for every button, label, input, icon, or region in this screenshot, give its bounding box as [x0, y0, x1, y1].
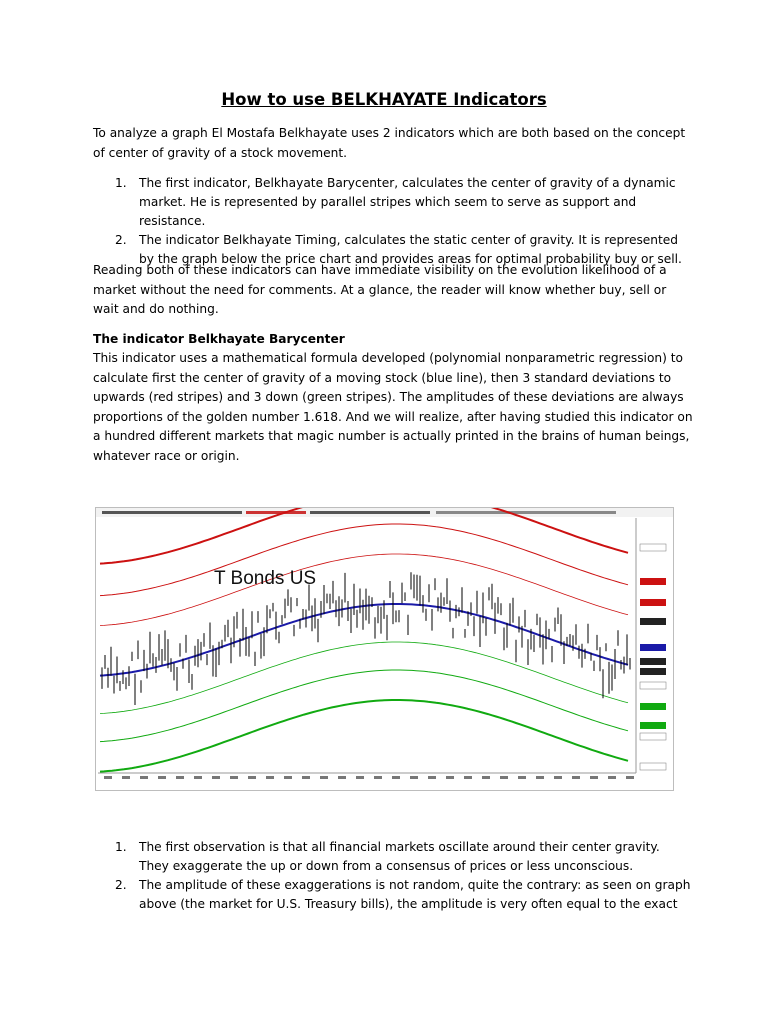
page-title: How to use BELKHAYATE Indicators: [221, 90, 547, 109]
time-axis-tick: [500, 776, 508, 779]
list-item: [93, 174, 693, 231]
time-axis-tick: [302, 776, 310, 779]
time-axis-tick: [428, 776, 436, 779]
barycenter-line: [100, 604, 628, 676]
price-axis-tag: [640, 644, 666, 651]
time-axis-tick: [446, 776, 454, 779]
price-axis-tag: [640, 578, 666, 585]
time-axis-tick: [338, 776, 346, 779]
price-axis-tag: [640, 618, 666, 625]
time-axis-tick: [626, 776, 634, 779]
time-axis-tick: [590, 776, 598, 779]
barycenter-chart: [95, 507, 674, 791]
lower-band-mid: [100, 670, 628, 742]
upper-band-inner: [100, 554, 628, 626]
time-axis-tick: [212, 776, 220, 779]
price-axis-tag: [640, 682, 666, 689]
time-axis-tick: [518, 776, 526, 779]
time-axis-tick: [482, 776, 490, 779]
time-axis-tick: [284, 776, 292, 779]
lower-band-outer: [100, 700, 628, 772]
list-item-number: 1.: [115, 176, 127, 190]
time-axis-tick: [356, 776, 364, 779]
list-item: [93, 838, 693, 876]
time-axis-tick: [464, 776, 472, 779]
list-item-number: 1.: [115, 840, 127, 854]
price-axis-tag: [640, 599, 666, 606]
indicator-list: [93, 174, 693, 269]
barycenter-bands: [100, 508, 628, 772]
time-axis-tick: [194, 776, 202, 779]
time-axis-tick: [122, 776, 130, 779]
price-axis-tag: [640, 668, 666, 675]
list-item-text: The first indicator, Belkhayate Barycenter, calculates the center of gravity of a dynamic market. He is represented by parallel stripes which seem to serve as support and resistance.: [139, 176, 676, 228]
time-axis-tick: [536, 776, 544, 779]
time-axis-tick: [392, 776, 400, 779]
time-axis-tick: [554, 776, 562, 779]
time-axis-tick: [104, 776, 112, 779]
upper-band-mid: [100, 524, 628, 596]
chart-canvas: [96, 508, 673, 790]
price-axis-tag: [640, 763, 666, 770]
reading-paragraph: Reading both of these indicators can have immediate visibility on the evolution likelihood of a market without the need for comments. At a glance, the reader will know whether buy, sell or wait and do nothing.: [93, 263, 667, 316]
time-axis-tick: [572, 776, 580, 779]
price-axis-tag: [640, 703, 666, 710]
time-axis-tick: [374, 776, 382, 779]
list-item-number: 2.: [115, 233, 127, 247]
time-axis-tick: [608, 776, 616, 779]
list-item-text: The first observation is that all financial markets oscillate around their center gravity. They exaggerate the up or down from a consensus of prices or less unconscious.: [139, 840, 660, 873]
time-axis-tick: [176, 776, 184, 779]
observations-list: [93, 838, 693, 914]
price-axis-tags: [640, 544, 666, 770]
time-axis-tick: [230, 776, 238, 779]
list-item-number: 2.: [115, 878, 127, 892]
price-axis-tag: [640, 544, 666, 551]
time-axis-tick: [158, 776, 166, 779]
section-heading: The indicator Belkhayate Barycenter: [93, 332, 345, 346]
time-axis-tick: [410, 776, 418, 779]
price-axis-tag: [640, 658, 666, 665]
chart-header-ticks: [102, 511, 616, 514]
chart-label: T Bonds US: [214, 568, 317, 589]
list-item-text: The indicator Belkhayate Timing, calculates the static center of gravity. It is represented by the graph below the price chart and provides areas for optimal probability buy or sell.: [139, 233, 682, 266]
time-axis-tick: [266, 776, 274, 779]
price-axis-tag: [640, 733, 666, 740]
time-axis-ticks: [104, 776, 634, 779]
section-body: This indicator uses a mathematical formula developed (polynomial nonparametric regression) to calculate first the center of gravity of a moving stock (blue line), then 3 standard deviations to upwards (red stripes) and 3 down (green stripes). The amplitudes of these deviations are always proportions of the golden number 1.618. And we will realize, after having studied this indicator on a hundred different markets that magic number is actually printed in the brains of human beings, whatever race or origin.: [93, 351, 693, 463]
intro-paragraph: To analyze a graph El Mostafa Belkhayate uses 2 indicators which are both based on the concept of center of gravity of a stock movement.: [93, 126, 686, 160]
time-axis-tick: [320, 776, 328, 779]
list-item-text: The amplitude of these exaggerations is not random, quite the contrary: as seen on graph above (the market for U.S. Treasury bills), the amplitude is very often equal to the exact: [139, 878, 691, 911]
time-axis-tick: [248, 776, 256, 779]
list-item: [93, 876, 693, 914]
price-axis-tag: [640, 722, 666, 729]
time-axis-tick: [140, 776, 148, 779]
